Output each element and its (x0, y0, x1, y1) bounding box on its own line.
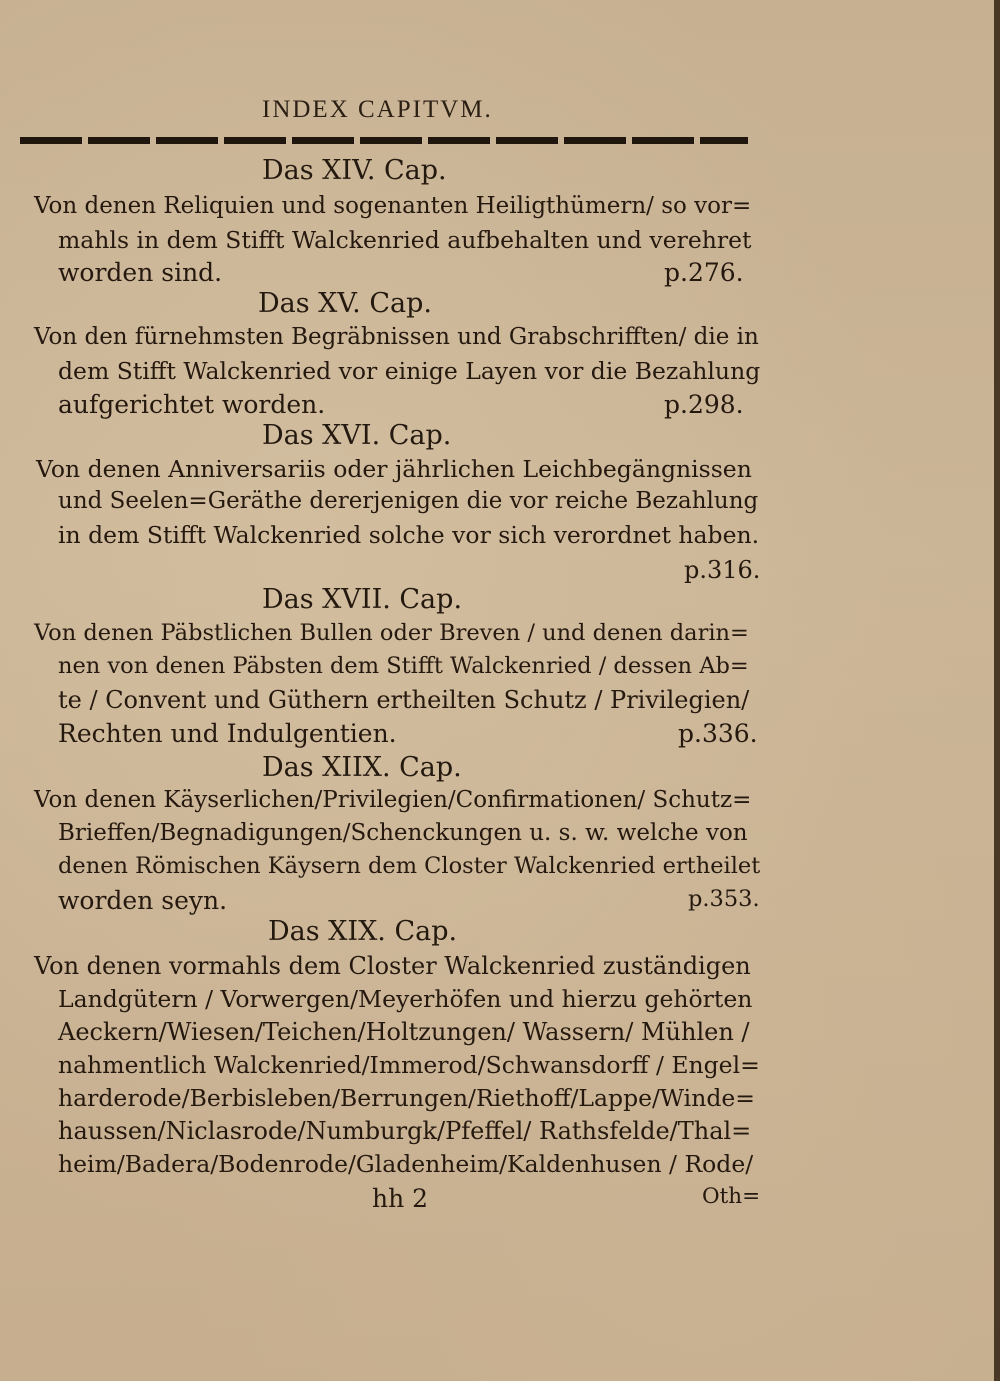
text-line: nahmentlich Walckenried/Immerod/Schwansdorff / Engel= (58, 1051, 760, 1079)
page-reference: p.316. (684, 556, 761, 584)
text-line: worden seyn. (58, 886, 228, 915)
text-line: mahls in dem Stifft Walckenried aufbehalten und verehret (58, 226, 752, 254)
page-reference: p.336. (678, 719, 758, 748)
text-line: Von denen Anniversariis oder jährlichen Leichbegängnissen (36, 455, 752, 483)
text-line: harderode/Berbisleben/Berrungen/Riethoff/Lappe/Winde= (58, 1084, 755, 1112)
text-line: in dem Stifft Walckenried solche vor sich verordnet haben. (58, 521, 760, 549)
text-line: Aeckern/Wiesen/Teichen/Holtzungen/ Wassern/ Mühlen / (58, 1018, 750, 1046)
chapter-heading: Das XVI. Cap. (262, 420, 452, 451)
chapter-heading: Das XIV. Cap. (262, 155, 447, 186)
catchword: Oth= (702, 1184, 761, 1209)
chapter-heading: Das XIIX. Cap. (262, 752, 462, 783)
page-reference: p.353. (688, 886, 760, 912)
text-line: Von denen Päbstlichen Bullen oder Breven / und denen darin= (34, 620, 749, 646)
text-line: Rechten und Indulgentien. (58, 719, 397, 748)
text-line: nen von denen Päbsten dem Stifft Walckenried / dessen Ab= (58, 653, 749, 679)
text-line: Brieffen/Begnadigungen/Schenckungen u. s. w. welche von (58, 820, 748, 846)
running-head: INDEX CAPITVM. (262, 96, 493, 123)
text-line: Von denen Käyserlichen/Privilegien/Confirmationen/ Schutz= (34, 787, 752, 813)
text-line: dem Stifft Walckenried vor einige Layen vor die Bezahlung (58, 357, 761, 385)
header-rule (20, 137, 748, 144)
text-line: Von den fürnehmsten Begräbnissen und Grabschrifften/ die in (34, 324, 759, 350)
text-line: aufgerichtet worden. (58, 390, 326, 419)
text-line: Von denen vormahls dem Closter Walckenried zuständigen (34, 952, 751, 980)
text-line: Landgütern / Vorwergen/Meyerhöfen und hierzu gehörten (58, 985, 753, 1013)
text-line: te / Convent und Güthern ertheilten Schutz / Privilegien/ (58, 686, 750, 714)
text-line: haussen/Niclasrode/Numburgk/Pfeffel/ Rathsfelde/Thal= (58, 1117, 752, 1145)
chapter-heading: Das XIX. Cap. (268, 916, 458, 947)
signature-mark: hh 2 (372, 1184, 429, 1213)
text-line: worden sind. (58, 258, 223, 287)
text-line: denen Römischen Käysern dem Closter Walckenried ertheilet (58, 853, 761, 879)
page-reference: p.298. (664, 390, 744, 419)
text-line: Von denen Reliquien und sogenanten Heiligthümern/ so vor= (34, 193, 752, 219)
page-reference: p.276. (664, 258, 744, 287)
chapter-heading: Das XVII. Cap. (262, 584, 463, 615)
chapter-heading: Das XV. Cap. (258, 288, 432, 319)
text-line: und Seelen=Geräthe dererjenigen die vor reiche Bezahlung (58, 488, 759, 514)
text-line: heim/Badera/Bodenrode/Gladenheim/Kaldenhusen / Rode/ (58, 1150, 754, 1178)
